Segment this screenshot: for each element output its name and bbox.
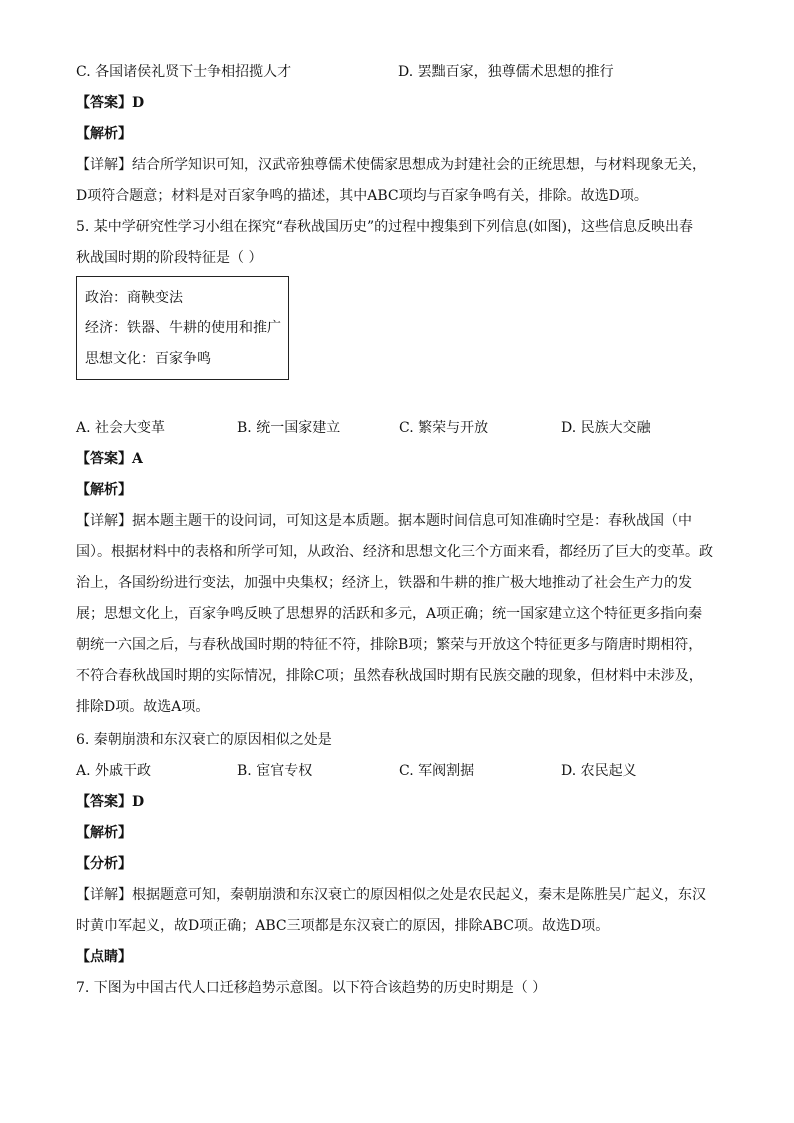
- q6-option-b: B. 宦官专权: [237, 763, 313, 779]
- q4-analysis-label: 【解析】: [76, 126, 132, 142]
- q6-option-c: C. 军阀割据: [399, 763, 475, 779]
- q5-box-culture: 思想文化：百家争鸣: [85, 351, 211, 367]
- q5-detail-line-6: 不符合春秋战国时期的实际情况，排除C项；虽然春秋战国时期有民族交融的现象，但材料中未涉及，: [76, 668, 703, 684]
- q5-detail-line-3: 治上，各国纷纷进行变法，加强中央集权；经济上，铁器和牛耕的推广极大地推动了社会生产力的发: [76, 575, 692, 591]
- q6-detail-line-2: 时黄巾军起义，故D项正确；ABC三项都是东汉衰亡的原因，排除ABC项。故选D项。: [76, 918, 610, 934]
- q4-option-d: D. 罢黜百家，独尊儒术思想的推行: [398, 64, 614, 80]
- q5-detail-line-5: 朝统一六国之后，与春秋战国时期的特征不符，排除B项；繁荣与开放这个特征更多与隋唐时期相符，: [76, 637, 703, 653]
- q5-detail-line-4: 展；思想文化上，百家争鸣反映了思想界的活跃和多元，A项正确；统一国家建立这个特征更多指向秦: [76, 606, 703, 622]
- q4-answer: 【答案】D: [76, 95, 145, 111]
- q4-detail-line-1: 【详解】结合所学知识可知，汉武帝独尊儒术使儒家思想成为封建社会的正统思想，与材料现象无关，: [76, 157, 706, 173]
- q5-detail-line-1: 【详解】据本题主题干的设问词，可知这是本质题。据本题时间信息可知准确时空是：春秋战国（中: [76, 513, 692, 529]
- q6-option-a: A. 外戚干政: [76, 763, 152, 779]
- q6-analysis-label: 【解析】: [76, 825, 132, 841]
- q5-option-d: D. 民族大交融: [561, 420, 651, 436]
- q5-answer: 【答案】A: [76, 451, 143, 467]
- q4-option-c: C. 各国诸侯礼贤下士争相招揽人才: [76, 64, 292, 80]
- q5-box-politics: 政治：商鞅变法: [85, 290, 183, 306]
- q5-option-b: B. 统一国家建立: [237, 420, 341, 436]
- q5-analysis-label: 【解析】: [76, 482, 132, 498]
- q6-stem: 6. 秦朝崩溃和东汉衰亡的原因相似之处是: [76, 732, 332, 748]
- q5-option-c: C. 繁荣与开放: [399, 420, 489, 436]
- q5-detail-line-7: 排除D项。故选A项。: [76, 699, 210, 715]
- q5-info-box: [76, 276, 289, 380]
- q6-detail-line-1: 【详解】根据题意可知，秦朝崩溃和东汉衰亡的原因相似之处是农民起义，秦末是陈胜吴广起义，东汉: [76, 887, 706, 903]
- q6-answer: 【答案】D: [76, 794, 145, 810]
- q6-option-d: D. 农民起义: [561, 763, 637, 779]
- q6-fenxi-label: 【分析】: [76, 856, 132, 872]
- q5-stem-line-2: 秋战国时期的阶段特征是（ ）: [76, 250, 263, 266]
- q6-dianjing-label: 【点睛】: [76, 949, 132, 965]
- q5-option-a: A. 社会大变革: [76, 420, 166, 436]
- q5-detail-line-2: 国）。根据材料中的表格和所学可知，从政治、经济和思想文化三个方面来看，都经历了巨大的变革。政: [76, 544, 713, 560]
- q7-stem: 7. 下图为中国古代人口迁移趋势示意图。以下符合该趋势的历史时期是（ ）: [76, 980, 547, 996]
- q4-detail-line-2: D项符合题意；材料是对百家争鸣的描述，其中ABC项均与百家争鸣有关，排除。故选D项。: [76, 188, 648, 204]
- q5-stem-line-1: 5. 某中学研究性学习小组在探究“春秋战国历史”的过程中搜集到下列信息(如图)，这些信息反映出春: [76, 219, 694, 235]
- q5-box-economy: 经济：铁器、牛耕的使用和推广: [85, 320, 281, 336]
